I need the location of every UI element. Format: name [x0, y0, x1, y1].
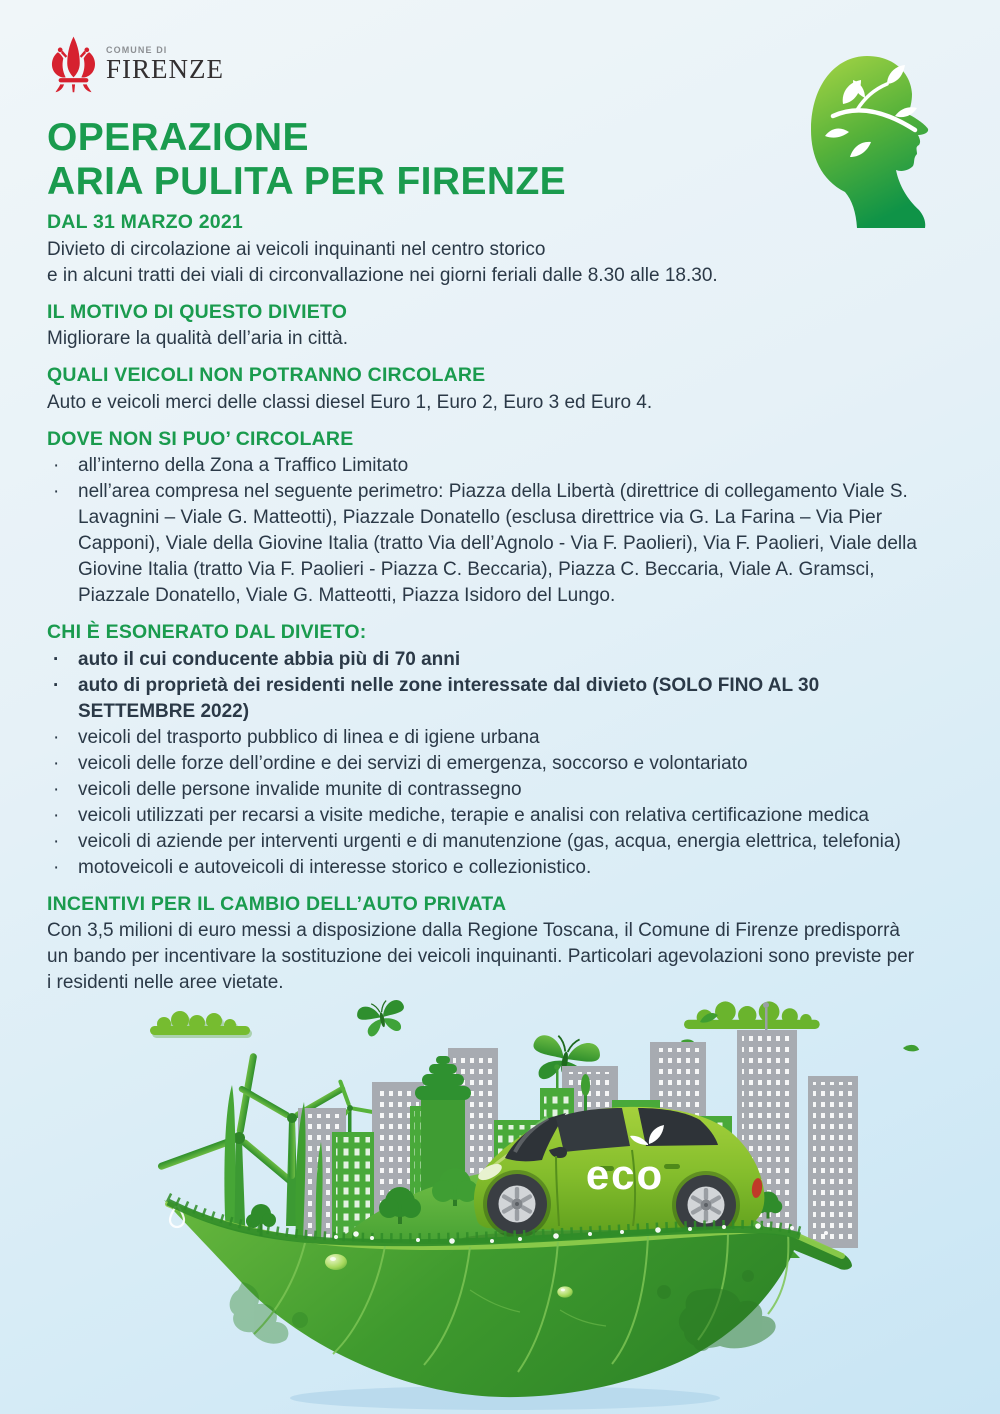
- section-heading-date: DAL 31 MARZO 2021: [47, 211, 243, 234]
- section-body-incentivi: Con 3,5 milioni di euro messi a disposizione dalla Regione Toscana, il Comune di Firenze predisporrà un bando per incentivare la sostituzione dei veicoli inquinanti. Particolari agevolazioni sono previste per i residenti nelle aree vietate.: [47, 920, 915, 994]
- title-line-1: OPERAZIONE: [47, 116, 309, 159]
- page-title: [47, 116, 921, 203]
- section-heading-veicoli: QUALI VEICOLI NON POTRANNO CIRCOLARE: [47, 364, 486, 387]
- dove-bullet-list: [47, 453, 921, 609]
- logo-firenze: FIRENZE: [106, 53, 224, 84]
- list-item: · motoveicoli e autoveicoli di interesse storico e collezionistico.: [47, 855, 921, 881]
- list-item: · veicoli delle forze dell’ordine e dei servizi di emergenza, soccorso e volontariato: [47, 751, 921, 777]
- section-heading-incentivi: INCENTIVI PER IL CAMBIO DELL’AUTO PRIVATA: [47, 892, 507, 915]
- section-body-motivo: Migliorare la qualità dell’aria in città.: [47, 328, 348, 350]
- section-heading-motivo: IL MOTIVO DI QUESTO DIVIETO: [47, 300, 348, 323]
- water-droplet: [325, 1254, 347, 1270]
- eco-car-label: eco: [585, 1151, 665, 1198]
- water-droplet: [557, 1286, 572, 1297]
- paper-cloud-right: [684, 1001, 820, 1029]
- butterfly-icon: [355, 997, 408, 1038]
- eco-illustration: [0, 990, 1000, 1414]
- list-item: · all’interno della Zona a Traffico Limitato: [47, 453, 921, 479]
- section-body-date: Divieto di circolazione ai veicoli inquinanti nel centro storico e in alcuni tratti dei viali di circonvallazione nei giorni feriali dalle 8.30 alle 18.30.: [47, 238, 718, 286]
- paper-cloud-left: [150, 1011, 252, 1038]
- logo-comune-di: COMUNE DI: [106, 44, 168, 55]
- comune-firenze-logo: [50, 34, 224, 94]
- fleur-de-lis-icon: [50, 34, 97, 94]
- poster-content: [47, 116, 921, 996]
- list-item: · veicoli utilizzati per recarsi a visite mediche, terapie e analisi con relativa certificazione medica: [47, 803, 921, 829]
- title-line-2: ARIA PULITA PER FIRENZE: [47, 159, 567, 203]
- list-item: · nell’area compresa nel seguente perimetro: Piazza della Libertà (direttrice di collegamento Viale S. Lavagnini – Viale G. Matteotti), Piazzale Donatello (esclusa direttrice via G. La Farina – Via Pier Capponi), Viale della Giovine Italia (tratto Via dell’Agnolo - Via F. Paolieri), Via F. Paolieri, Viale della Giovine Italia (tratto Via F. Paolieri - Piazza C. Beccaria), Piazza C. Beccaria, Viale A. Gramsci, Piazzale Donatello, Viale G. Matteotti, Piazza Isidoro del Lungo.: [47, 479, 921, 609]
- list-item: · veicoli di aziende per interventi urgenti e di manutenzione (gas, acqua, energia elettrica, telefonia): [47, 829, 921, 855]
- list-item: · veicoli del trasporto pubblico di linea e di igiene urbana: [47, 725, 921, 751]
- list-item: · auto di proprietà dei residenti nelle zone interessate dal divieto (SOLO FINO AL 30 SETTEMBRE 2022): [47, 673, 921, 725]
- list-item: · veicoli delle persone invalide munite di contrassegno: [47, 777, 921, 803]
- section-heading-dove: DOVE NON SI PUO’ CIRCOLARE: [47, 427, 354, 450]
- list-item: · auto il cui conducente abbia più di 70 anni: [47, 647, 921, 673]
- section-body-veicoli: Auto e veicoli merci delle classi diesel Euro 1, Euro 2, Euro 3 ed Euro 4.: [47, 391, 653, 413]
- section-heading-esonerato: CHI È ESONERATO DAL DIVIETO:: [47, 621, 367, 644]
- esonerato-bullet-list: [47, 647, 921, 881]
- car-wheel: [487, 1174, 547, 1234]
